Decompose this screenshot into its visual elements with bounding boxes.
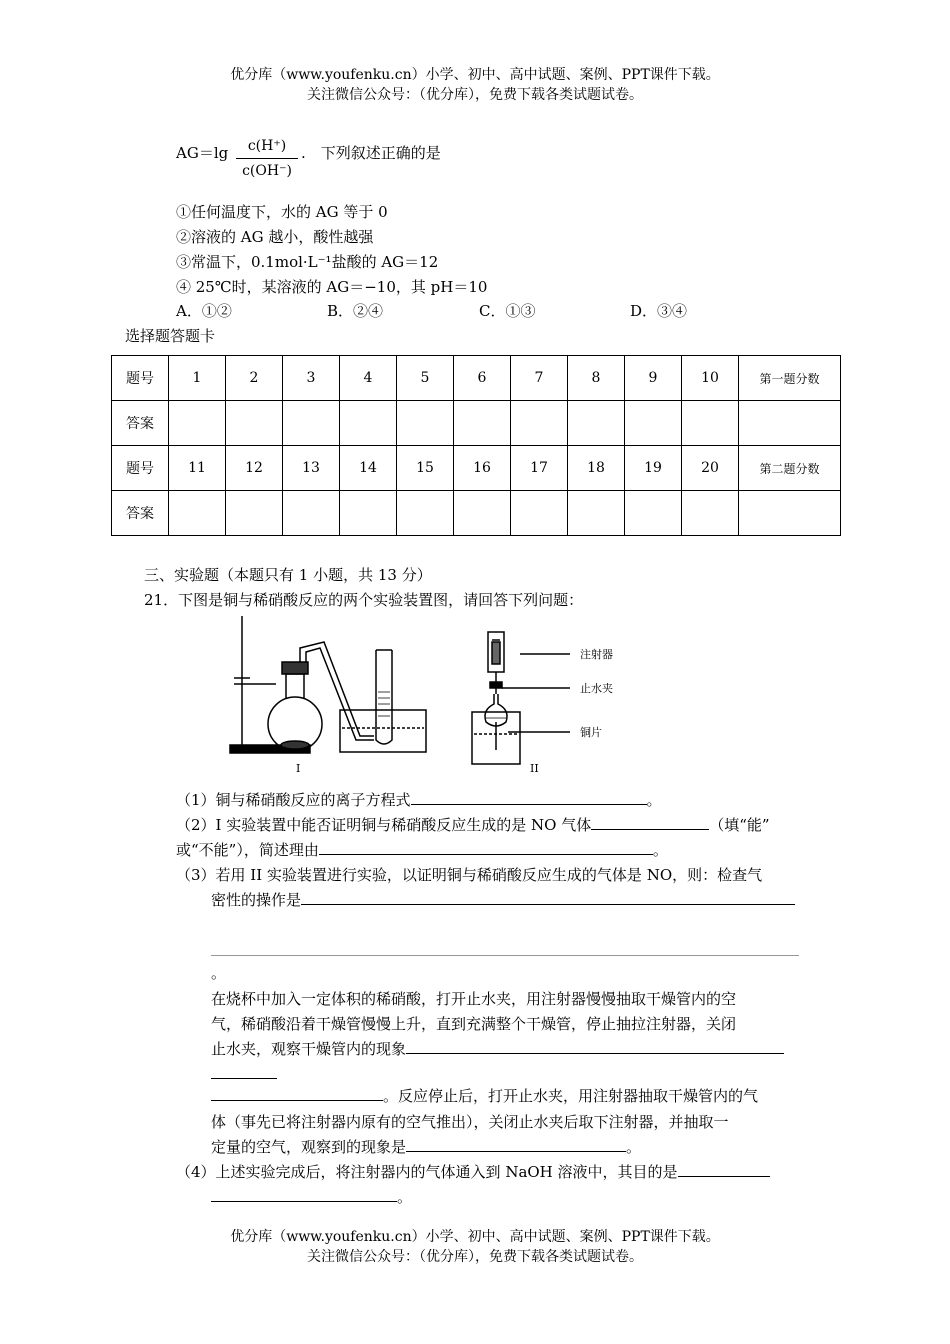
sub-question-3-text: 在烧杯中加入一定体积的稀硝酸，打开止水夹，用注射器慢慢抽取干燥管内的空 (211, 990, 737, 1008)
question-21: 21．下图是铜与稀硝酸反应的两个实验装置图，请回答下列问题： (144, 591, 584, 609)
answer-blank[interactable] (301, 890, 795, 905)
question-number: 20 (682, 446, 739, 491)
question-number: 1 (169, 356, 226, 401)
option-b: B．②④ (327, 302, 384, 320)
answer-cell[interactable] (511, 491, 568, 536)
sub-question-3-phenomenon: 定量的空气，观察到的现象是 。 (211, 1138, 642, 1156)
question-number: 11 (169, 446, 226, 491)
row-label: 答案 (112, 491, 169, 536)
sub-question-3-after: 。反应停止后，打开止水夹，用注射器抽取干燥管内的气 (211, 1084, 758, 1108)
question-number: 4 (340, 356, 397, 401)
option-c: C．①③ (479, 302, 536, 320)
score-label: 第一题分数 (739, 356, 841, 401)
sub-question-3-text: 体（事先已将注射器内原有的空气推出），关闭止水夹后取下注射器，并抽取一 (211, 1113, 729, 1131)
answer-cell[interactable] (397, 491, 454, 536)
formula-prefix: AG＝lg (176, 144, 229, 162)
answer-line[interactable] (211, 955, 799, 956)
answer-cell[interactable] (625, 401, 682, 446)
label-apparatus-1: I (296, 762, 301, 775)
sub-question-3-check: 密性的操作是 (211, 888, 795, 912)
sub-question-1: （1）铜与稀硝酸反应的离子方程式 。 (176, 791, 662, 809)
statement-1: ①任何温度下，水的 AG 等于 0 (176, 203, 388, 221)
question-number: 18 (568, 446, 625, 491)
apparatus-diagram (220, 612, 640, 780)
answer-cell[interactable] (454, 491, 511, 536)
question-number: 7 (511, 356, 568, 401)
answer-cell[interactable] (283, 491, 340, 536)
answer-cell[interactable] (226, 491, 283, 536)
answer-blank[interactable] (406, 1137, 626, 1152)
answer-cell[interactable] (169, 491, 226, 536)
answer-blank[interactable] (319, 840, 653, 855)
question-number: 2 (226, 356, 283, 401)
question-number: 8 (568, 356, 625, 401)
page-footer-line2: 关注微信公众号：（优分库），免费下载各类试题试卷。 (307, 1249, 643, 1265)
sub-question-4-cont: 。 (211, 1185, 412, 1209)
table-row (112, 491, 841, 536)
formula-suffix: . 下列叙述正确的是 (301, 144, 441, 162)
answer-cell[interactable] (340, 401, 397, 446)
page-header-line1: 优分库（www.youfenku.cn）小学、初中、高中试题、案例、PPT课件下载。 (230, 67, 720, 83)
row-label: 题号 (112, 446, 169, 491)
question-number: 3 (283, 356, 340, 401)
answer-line[interactable] (211, 1078, 277, 1079)
answer-cell[interactable] (454, 401, 511, 446)
question-number: 17 (511, 446, 568, 491)
apparatus-1 (230, 616, 426, 753)
table-row (112, 401, 841, 446)
answer-cell[interactable] (682, 491, 739, 536)
row-label: 题号 (112, 356, 169, 401)
answer-cell[interactable] (625, 491, 682, 536)
question-number: 12 (226, 446, 283, 491)
page-footer-line1: 优分库（www.youfenku.cn）小学、初中、高中试题、案例、PPT课件下载。 (230, 1229, 720, 1245)
question-number: 19 (625, 446, 682, 491)
answer-card-table (111, 355, 841, 536)
answer-cell[interactable] (682, 401, 739, 446)
label-syringe: 注射器 (580, 648, 613, 661)
label-apparatus-2: II (530, 762, 539, 775)
answer-cell[interactable] (568, 491, 625, 536)
answer-cell[interactable] (283, 401, 340, 446)
label-clamp: 止水夹 (580, 682, 613, 695)
answer-blank[interactable] (211, 1086, 383, 1101)
question-number: 14 (340, 446, 397, 491)
score-label: 第二题分数 (739, 446, 841, 491)
answer-cell[interactable] (397, 401, 454, 446)
label-copper: 铜片 (580, 726, 602, 739)
question-number: 15 (397, 446, 454, 491)
statement-2: ②溶液的 AG 越小，酸性越强 (176, 228, 374, 246)
question-number: 16 (454, 446, 511, 491)
formula-numerator: c(H⁺) (247, 138, 287, 154)
period: 。 (211, 964, 227, 982)
fraction-bar (236, 158, 298, 159)
question-number: 13 (283, 446, 340, 491)
answer-cell[interactable] (226, 401, 283, 446)
sub-question-4: （4）上述实验完成后，将注射器内的气体通入到 NaOH 溶液中，其目的是 (176, 1160, 770, 1184)
sub-question-2-reason: 或“不能”），简述理由 。 (176, 841, 668, 859)
answer-blank[interactable] (411, 790, 647, 805)
option-a: A．①② (176, 302, 232, 320)
page-header-line2: 关注微信公众号：（优分库），免费下载各类试题试卷。 (307, 87, 643, 103)
question-number: 6 (454, 356, 511, 401)
section-heading: 三、实验题（本题只有 1 小题，共 13 分） (144, 566, 432, 584)
answer-card-title: 选择题答题卡 (125, 327, 216, 345)
answer-cell[interactable] (340, 491, 397, 536)
answer-blank[interactable] (406, 1039, 784, 1054)
question-number: 10 (682, 356, 739, 401)
answer-cell[interactable] (568, 401, 625, 446)
sub-question-3: （3）若用 II 实验装置进行实验，以证明铜与稀硝酸反应生成的气体是 NO，则：检查气 (176, 866, 763, 884)
statement-4: ④ 25℃时，某溶液的 AG＝−10，其 pH＝10 (176, 278, 488, 296)
answer-blank[interactable] (211, 1187, 397, 1202)
option-d: D．③④ (630, 302, 688, 320)
score-cell[interactable] (739, 491, 841, 536)
formula-denominator: c(OH⁻) (242, 163, 292, 179)
sub-question-3-observe: 止水夹，观察干燥管内的现象 (211, 1037, 784, 1061)
answer-blank[interactable] (591, 815, 709, 830)
question-number: 9 (625, 356, 682, 401)
answer-blank[interactable] (678, 1162, 770, 1177)
sub-question-2: （2）I 实验装置中能否证明铜与稀硝酸反应生成的是 NO 气体 （填“能” (176, 816, 770, 834)
question-number: 5 (397, 356, 454, 401)
apparatus-2 (472, 632, 570, 764)
answer-cell[interactable] (511, 401, 568, 446)
row-label: 答案 (112, 401, 169, 446)
statement-3: ③常温下，0.1mol·L⁻¹盐酸的 AG＝12 (176, 253, 439, 271)
table-row (112, 356, 841, 401)
answer-cell[interactable] (169, 401, 226, 446)
table-row (112, 446, 841, 491)
sub-question-3-text: 气，稀硝酸沿着干燥管慢慢上升，直到充满整个干燥管，停止抽拉注射器，关闭 (211, 1015, 737, 1033)
score-cell[interactable] (739, 401, 841, 446)
